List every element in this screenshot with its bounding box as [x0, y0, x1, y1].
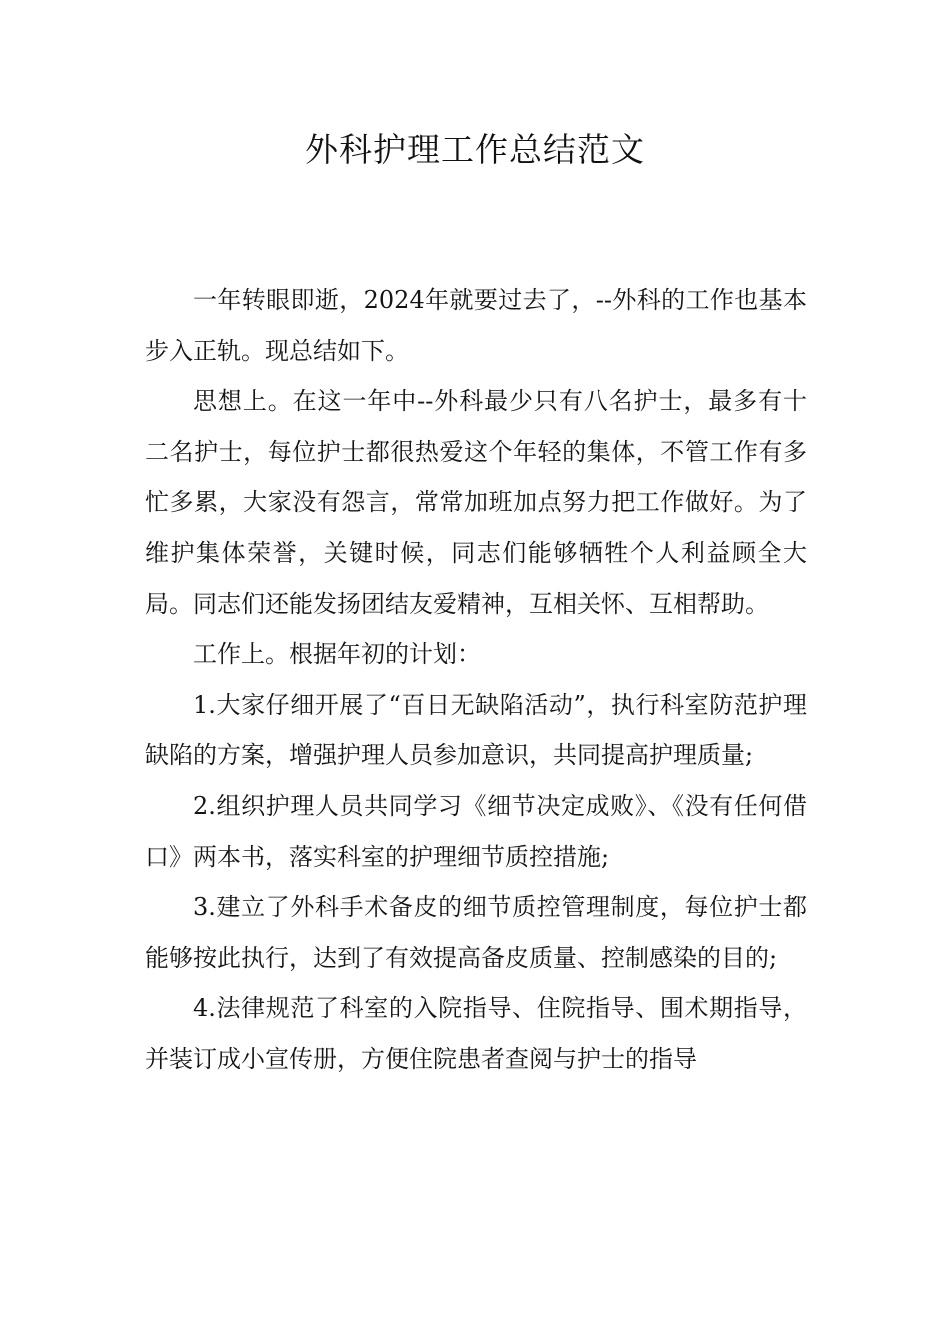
paragraph-item-2: 2.组织护理人员共同学习《细节决定成败》、《没有任何借口》两本书，落实科室的护理细节质控措施;: [145, 791, 807, 871]
document-title: 外科护理工作总结范文: [305, 130, 645, 169]
paragraph-item-1: 1.大家仔细开展了“百日无缺陷活动”，执行科室防范护理缺陷的方案，增强护理人员参加意识，共同提高护理质量;: [145, 690, 807, 770]
paragraph-item-3: 3.建立了外科手术备皮的细节质控管理制度，每位护士都能够按此执行，达到了有效提高备皮质量、控制感染的目的;: [145, 893, 807, 972]
paragraph-thought: 思想上。在这一年中--外科最少只有八名护士，最多有十二名护士，每位护士都很热爱这个年轻的集体，不管工作有多忙多累，大家没有怨言，常常加班加点努力把工作做好。为了维护集体荣誉，关键时候，同志们能够牺牲个人利益顾全大局。同志们还能发扬团结友爱精神，互相关怀、互相帮助。: [145, 387, 807, 618]
paragraph-item-4: 4.法律规范了科室的入院指导、住院指导、围术期指导，并装订成小宣传册，方便住院患者查阅与护士的指导: [145, 994, 807, 1073]
document-body: [145, 275, 807, 1085]
paragraph-work-heading: 工作上。根据年初的计划：: [193, 640, 481, 669]
paragraph-intro: 一年转眼即逝，2024年就要过去了，--外科的工作也基本步入正轨。现总结如下。: [145, 286, 807, 365]
